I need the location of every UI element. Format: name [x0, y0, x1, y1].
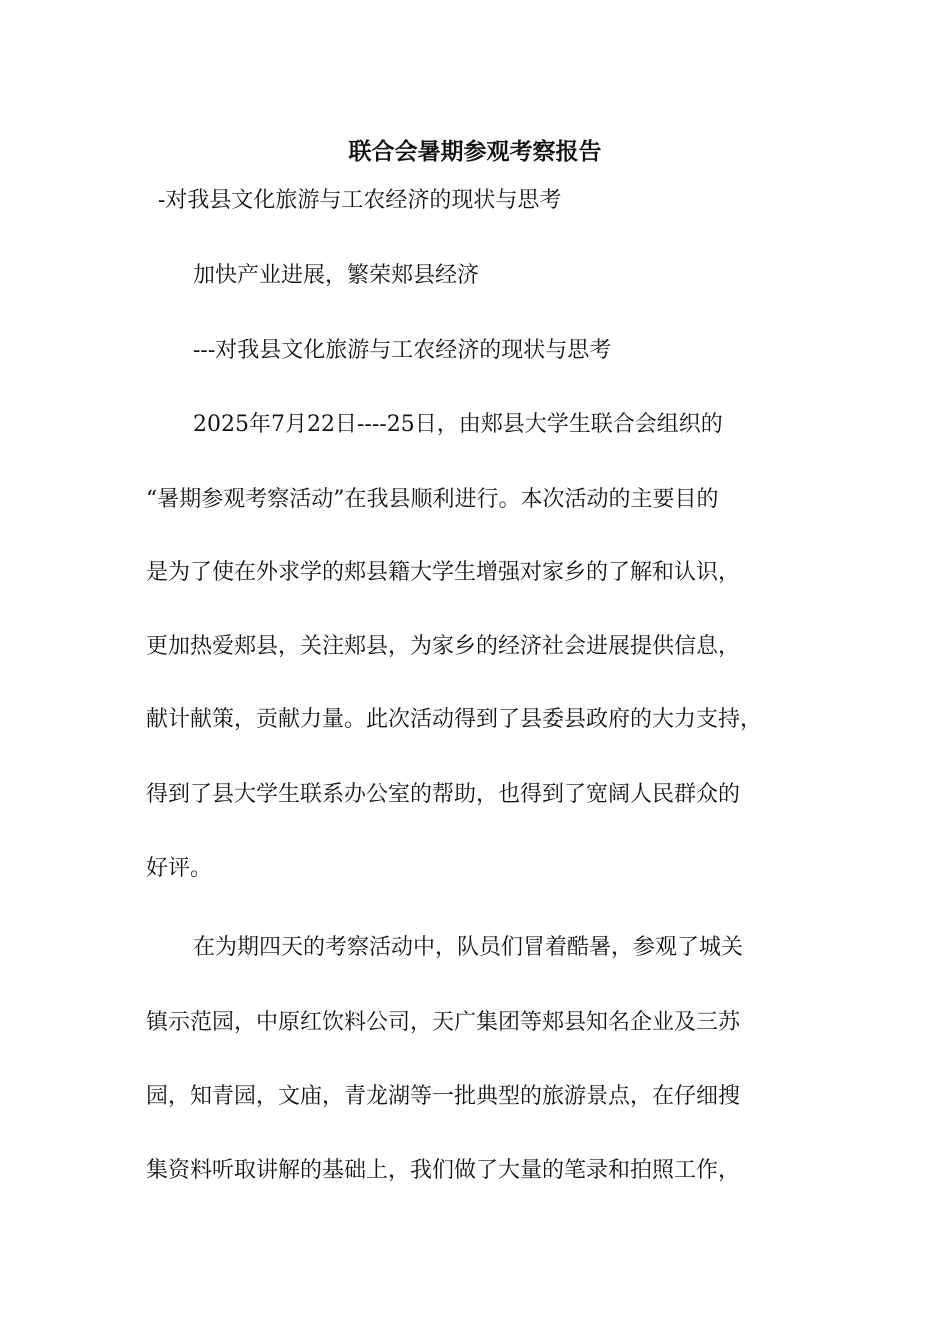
paragraph-line: 是为了使在外求学的郏县籍大学生增强对家乡的了解和认识， [146, 560, 741, 585]
section-heading: 加快产业进展，繁荣郏县经济 [193, 263, 480, 288]
paragraph-line: 好评。 [146, 856, 213, 881]
paragraph-line: 更加热爱郏县，关注郏县，为家乡的经济社会进展提供信息， [146, 634, 741, 659]
document-title: 联合会暑期参观考察报告 [348, 138, 602, 165]
paragraph-line: 镇示范园，中原红饮料公司，天广集团等郏县知名企业及三苏 [146, 1010, 741, 1035]
paragraph-line: 得到了县大学生联系办公室的帮助，也得到了宽阔人民群众的 [146, 782, 741, 807]
paragraph-line: 献计献策，贡献力量。此次活动得到了县委县政府的大力支持， [146, 707, 763, 732]
paragraph-line: 在为期四天的考察活动中，队员们冒着酷暑，参观了城关 [193, 935, 744, 960]
paragraph-line: 园，知青园，文庙，青龙湖等一批典型的旅游景点，在仔细搜 [146, 1084, 741, 1109]
section-subheading: ---对我县文化旅游与工农经济的现状与思考 [193, 338, 612, 363]
document-subtitle: -对我县文化旅游与工农经济的现状与思考 [158, 188, 562, 213]
paragraph-line: 2025年7月22日----25日，由郏县大学生联合会组织的 [193, 412, 723, 437]
paragraph-line: “暑期参观考察活动”在我县顺利进行。本次活动的主要目的 [146, 487, 719, 512]
paragraph-line: 集资料听取讲解的基础上，我们做了大量的笔录和拍照工作， [146, 1158, 741, 1183]
